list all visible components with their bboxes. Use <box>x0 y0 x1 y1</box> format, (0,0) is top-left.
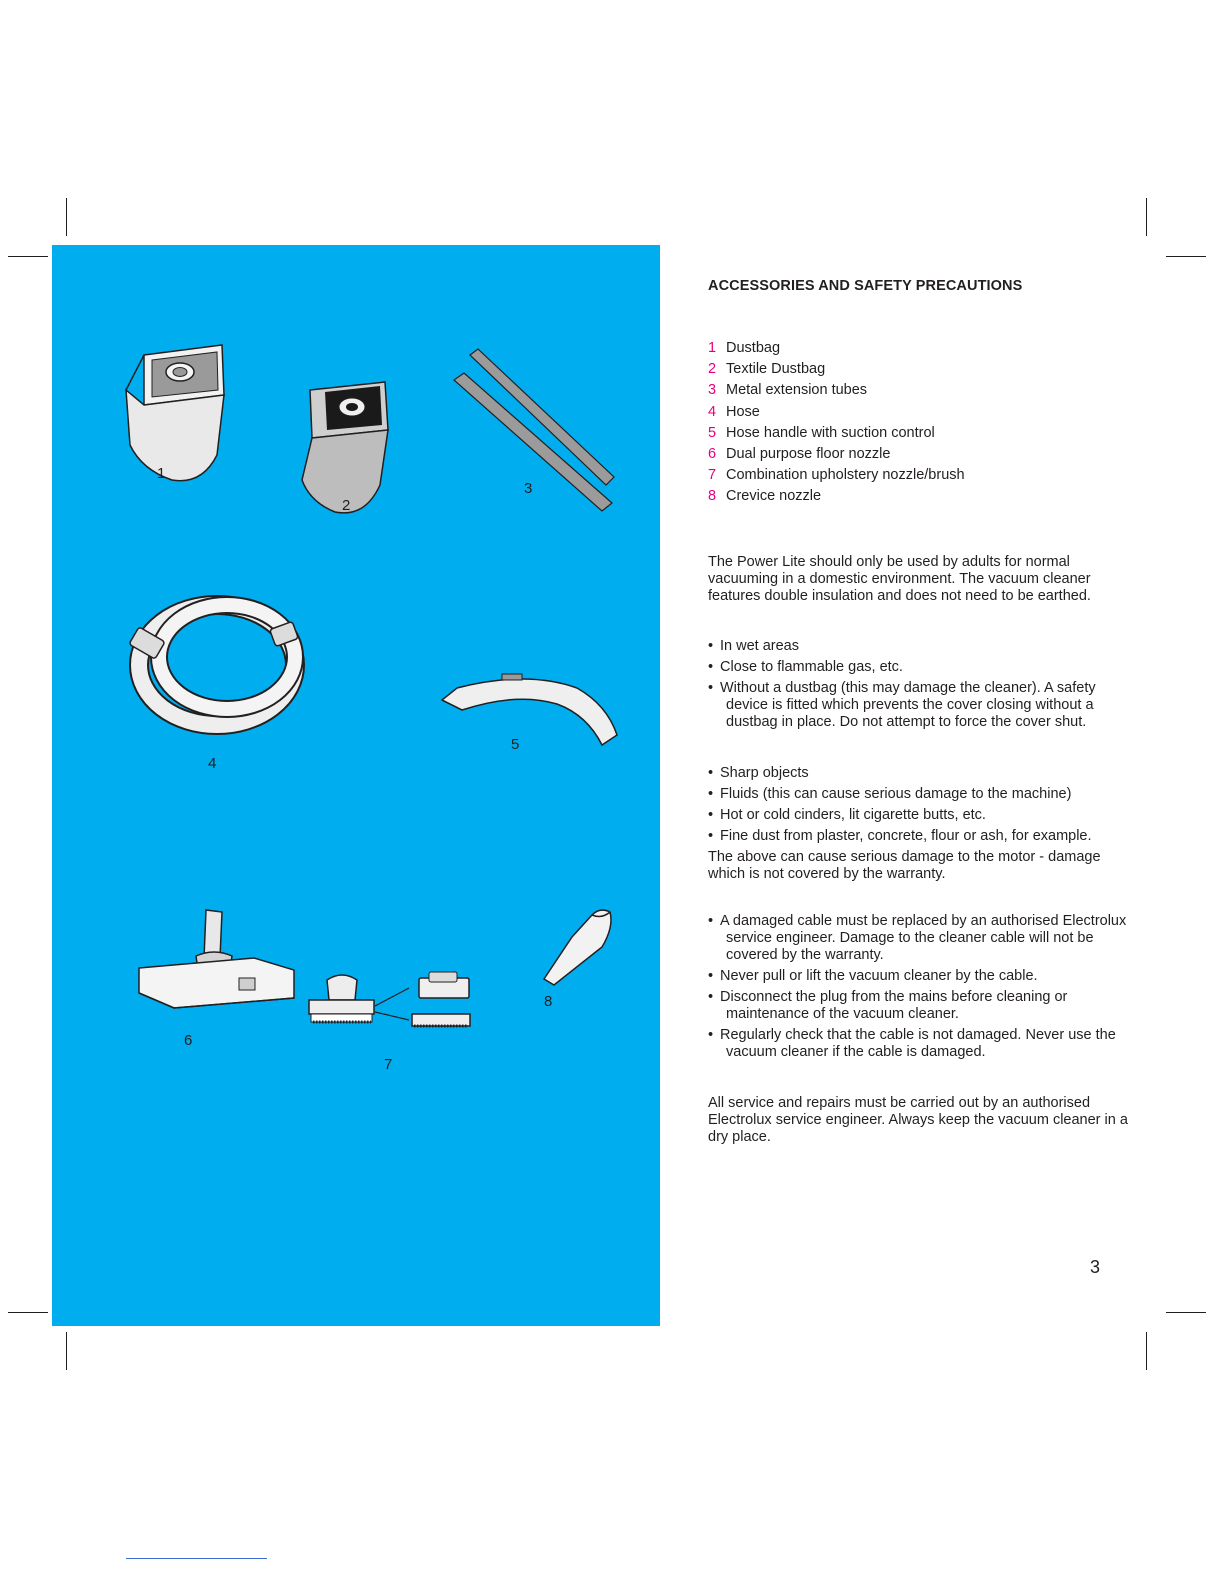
bullet: • <box>708 827 714 844</box>
list-item <box>708 989 1128 1023</box>
crop-mark <box>66 1332 67 1370</box>
figure-number: 7 <box>384 1056 393 1073</box>
bullet: • <box>708 637 714 654</box>
bullet: • <box>708 988 714 1005</box>
list-item <box>708 913 1128 964</box>
figure-number: 5 <box>511 736 520 753</box>
item-number: 3 <box>708 382 717 399</box>
intro-paragraph: The Power Lite should only be used by adults for normal vacuuming in a domestic environment. The vacuum cleaner features double insulation and does not need to be earthed. <box>708 553 1091 604</box>
item-number: 8 <box>708 488 717 505</box>
crop-mark <box>8 1312 48 1313</box>
item-number: 7 <box>708 467 717 484</box>
list-item <box>708 659 1128 676</box>
item-label: Metal extension tubes <box>726 382 868 399</box>
list-item <box>708 807 1128 824</box>
service-note: All service and repairs must be carried out by an authorised Electrolux service engineer. Always keep the vacuum cleaner in a dry place. <box>708 1094 1128 1145</box>
figure-number: 2 <box>342 497 351 514</box>
item-label: Dustbag <box>726 340 781 356</box>
extension-tubes-illustration <box>454 349 614 511</box>
crop-mark <box>1146 1332 1147 1370</box>
bullet: • <box>708 1026 714 1043</box>
accessories-illustrations <box>52 245 660 1326</box>
bullet-text: Fine dust from plaster, concrete, flour or ash, for example. <box>720 827 1092 844</box>
cable-safety-list <box>708 913 1128 1061</box>
bullet-text: Never pull or lift the vacuum cleaner by the cable. <box>720 967 1038 984</box>
hose-handle-illustration <box>442 674 617 745</box>
text-column <box>708 278 1128 1146</box>
bullet-text: Close to flammable gas, etc. <box>720 658 903 675</box>
list-item <box>708 382 1128 403</box>
never-use-list <box>708 638 1128 731</box>
list-item <box>708 1027 1128 1061</box>
crop-mark <box>8 256 48 257</box>
list-item <box>708 488 1128 509</box>
figure-number: 6 <box>184 1032 193 1049</box>
item-label: Hose <box>726 403 760 420</box>
figure-number: 8 <box>544 993 553 1010</box>
list-item <box>708 828 1128 845</box>
bullet: • <box>708 764 714 781</box>
textile-dustbag-illustration <box>302 382 388 513</box>
page-heading: ACCESSORIES AND SAFETY PRECAUTIONS <box>708 278 1023 294</box>
crop-mark <box>1166 1312 1206 1313</box>
bullet-text: Hot or cold cinders, lit cigarette butts, etc. <box>720 806 986 823</box>
list-item <box>708 404 1128 425</box>
list-item <box>708 968 1128 985</box>
crop-mark <box>66 198 67 236</box>
bullet-text: In wet areas <box>720 637 799 654</box>
item-number: 6 <box>708 445 717 462</box>
item-number: 2 <box>708 361 717 378</box>
item-label: Dual purpose floor nozzle <box>726 445 891 462</box>
crevice-nozzle-illustration <box>544 910 611 985</box>
never-vacuum-list <box>708 765 1128 845</box>
bullet: • <box>708 912 714 929</box>
list-item <box>708 446 1128 467</box>
bullet-text: Disconnect the plug from the mains before cleaning or maintenance of the vacuum cleaner. <box>720 988 1068 1022</box>
accessories-list <box>708 340 1128 510</box>
damage-note: The above can cause serious damage to the motor - damage which is not covered by the warranty. <box>708 848 1101 882</box>
bullet-text: Without a dustbag (this may damage the cleaner). A safety device is fitted which prevents the cover closing without a dustbag in place. Do not attempt to force the cover shut. <box>720 679 1096 730</box>
item-label: Textile Dustbag <box>726 361 826 378</box>
bullet: • <box>708 967 714 984</box>
accessories-illustration-panel <box>52 245 660 1326</box>
list-item <box>708 680 1128 731</box>
upholstery-nozzle-illustration <box>309 972 470 1026</box>
dustbag-illustration <box>126 345 224 481</box>
item-number: 4 <box>708 403 717 420</box>
item-number: 5 <box>708 424 717 441</box>
list-item <box>708 786 1128 803</box>
list-item <box>708 425 1128 446</box>
list-item <box>708 340 1128 361</box>
item-number: 1 <box>708 340 717 356</box>
bullet-text: Sharp objects <box>720 764 809 781</box>
bullet-text: A damaged cable must be replaced by an authorised Electrolux service engineer. Damage to the cleaner cable will not be covered by the warranty. <box>720 912 1127 963</box>
list-item <box>708 361 1128 382</box>
floor-nozzle-illustration <box>139 910 294 1008</box>
bullet-text: Fluids (this can cause serious damage to the machine) <box>720 785 1072 802</box>
figure-number: 4 <box>208 755 217 772</box>
list-item <box>708 467 1128 488</box>
item-label: Combination upholstery nozzle/brush <box>726 467 965 484</box>
bullet: • <box>708 806 714 823</box>
figure-number: 1 <box>157 465 166 482</box>
crop-mark <box>1166 256 1206 257</box>
bullet: • <box>708 785 714 802</box>
item-label: Crevice nozzle <box>726 488 822 505</box>
item-label: Hose handle with suction control <box>726 424 935 441</box>
list-item <box>708 765 1128 782</box>
bullet: • <box>708 679 714 696</box>
bullet: • <box>708 658 714 675</box>
page-number: 3 <box>1090 1257 1101 1277</box>
bullet-text: Regularly check that the cable is not damaged. Never use the vacuum cleaner if the cable is damaged. <box>720 1026 1116 1060</box>
figure-number: 3 <box>524 480 533 497</box>
hose-illustration <box>129 605 298 725</box>
crop-mark <box>1146 198 1147 236</box>
list-item <box>708 638 1128 655</box>
footer-link-underline <box>126 1558 267 1559</box>
